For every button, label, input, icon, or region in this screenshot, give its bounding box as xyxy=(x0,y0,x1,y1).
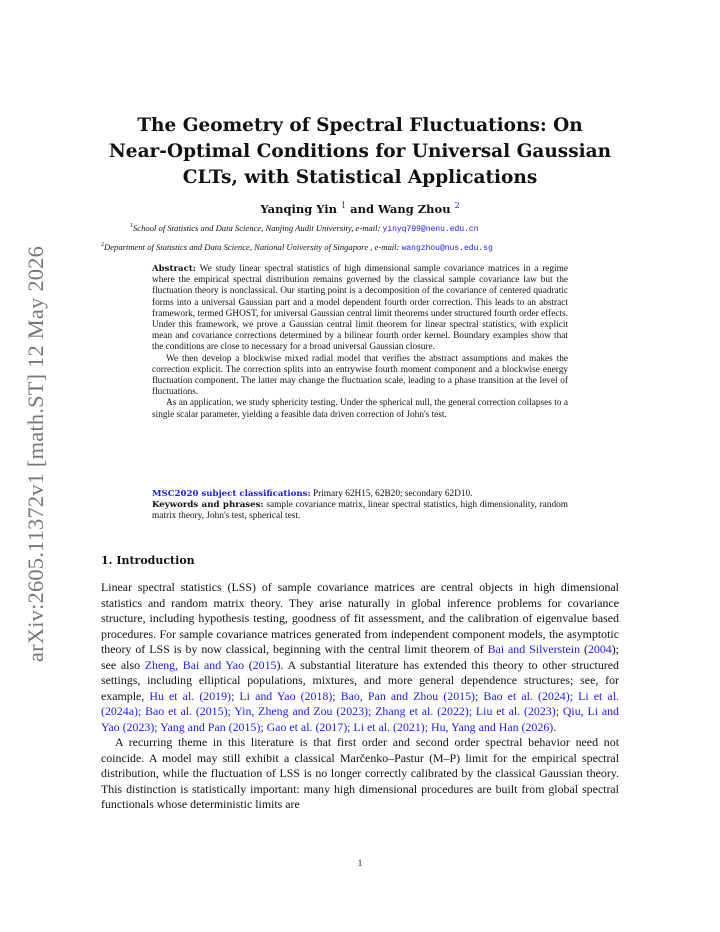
keywords-text: sample covariance matrix, linear spectral statistics, high dimensionality, random matrix theory, John's test, spherical test. xyxy=(152,500,568,522)
arxiv-id-text: arXiv:2605.11372v1 [math.ST] 12 May 2026 xyxy=(23,253,48,662)
body-text xyxy=(101,580,619,813)
citation-link[interactable]: Zheng, Bai and Yao xyxy=(144,657,245,672)
author-conjunction: and xyxy=(350,201,374,216)
citation-link[interactable]: 2015 xyxy=(252,657,277,672)
affiliation-text: School of Statistics and Data Science, Nanjing Audit University, e-mail: xyxy=(133,223,383,233)
arxiv-stamp-svg xyxy=(17,244,51,664)
citation-link[interactable]: Bai and Silverstein xyxy=(487,642,581,656)
email-link[interactable]: yinyq799@nenu.edu.cn xyxy=(382,225,479,234)
paper-title xyxy=(102,113,618,191)
abstract-paragraph xyxy=(152,264,568,354)
abstract-paragraph: As an application, we study sphericity testing. Under the spherical null, the general correction collapses to a single scalar parameter, yielding a feasible data driven correction of John's test. xyxy=(152,398,568,420)
text-run: Linear spectral statistics (LSS) of sample covariance matrices are central objects in high dimensional statistics and random matrix theory. They arise naturally in global inference problems for covariance structure, including hypothesis testing, goodness of fit assessment, and the calibration of eigenvalue based procedures. For sample covariance matrices generated from independent component models, the asymptotic theory of LSS is by now classical, beginning with the central limit theorem of xyxy=(101,580,619,656)
citation-link[interactable]: 2004 xyxy=(587,642,612,656)
section-heading: 1. Introduction xyxy=(101,554,195,567)
keywords-label: Keywords and phrases: xyxy=(152,500,264,511)
author-name: Yanqing Yin xyxy=(260,201,337,216)
abstract-label: Abstract: xyxy=(152,264,196,274)
text-run: . xyxy=(553,719,557,734)
page-number: 1 xyxy=(357,858,363,868)
abstract xyxy=(152,264,568,421)
text-run: ( xyxy=(244,657,253,672)
affiliation-marker-link[interactable]: 1 xyxy=(341,201,347,210)
author-line xyxy=(102,201,618,216)
citation-list-link[interactable]: Hu et al. (2019); Li and Yao (2018); Bao, Pan and Zhou (2015); Bao et al. (2024); Li et al. (2024a); Bao et al. (2015); Yin, Zheng and Zou (2023); Zhang et al. (2022); Liu et al. (2023); Qiu, Li and Yao (2023); Yang and Pan (2015); Gao et al. (2017); Li et al. (2021); Hu, Yang and Han (2026) xyxy=(101,688,619,734)
text-run: ). A substantial literature has extended this theory to other structured settings, including elliptical populations, mixtures, and more general dependence structures; see, for example, xyxy=(101,657,619,703)
body-paragraph xyxy=(101,580,619,735)
body-paragraph: A recurring theme in this literature is that first order and second order spectral behavior need not coincide. A model may still exhibit a classical Marčenko–Pastur (M–P) limit for the empirical spectral distribution, while the fluctuation of LSS is no longer correctly calibrated by the classical Gaussian theory. This distinction is statistically important: many high dimensional procedures are built from global spectral functionals whose deterministic limits are xyxy=(101,735,619,811)
affiliation-number: 1 xyxy=(130,223,133,230)
abstract-text: We study linear spectral statistics of high dimensional sample covariance matrices in a regime where the empirical spectral distribution remains governed by the classical sample covariance law but the fluctuation theory is nonclassical. Our starting point is a decomposition of the covariance of centered quadratic forms into a universal Gaussian part and a model dependent fourth order correction. This leads to an abstract framework, termed GHOST, for universal Gaussian central limit theorems under structured fourth order effects. Under this framework, we prove a Gaussian central limit theorem for linear spectral statistics, with explicit mean and covariance corrections determined by a bilinear fourth order kernel. Boundary examples show that the conditions are close to necessary for a broad universal Gaussian closure. xyxy=(152,264,569,353)
abstract-paragraph: We then develop a blockwise mixed radial model that verifies the abstract assumptions and makes the correction explicit. The correction splits into an entrywise fourth moment component and a blockwise energy fluctuation component. The latter may change the fluctuation scale, leading to a phase transition at the level of fluctuations. xyxy=(152,353,568,398)
author-name: Wang Zhou xyxy=(378,201,451,216)
msc-link[interactable]: MSC2020 subject classifications: xyxy=(152,489,311,499)
title-line-2: Near-Optimal Conditions for Universal Gaussian xyxy=(108,141,612,162)
email-link[interactable]: wangzhou@nus.edu.sg xyxy=(401,244,493,253)
title-line-3: CLTs, with Statistical Applications xyxy=(182,167,538,188)
text-run: ( xyxy=(580,642,588,656)
affiliation-2 xyxy=(101,242,493,253)
affiliation-text: Department of Statistics and Data Science, National University of Singapore , e-mail: xyxy=(104,242,402,252)
affiliation-number: 2 xyxy=(101,242,104,249)
affiliation-marker-link[interactable]: 2 xyxy=(454,201,460,210)
text-run: ); see also xyxy=(101,642,619,672)
classification-block xyxy=(152,489,568,523)
arxiv-identifier-stamp xyxy=(17,244,51,664)
msc-line xyxy=(152,489,568,500)
keywords-line xyxy=(152,500,568,522)
affiliation-1 xyxy=(130,223,479,234)
msc-text: Primary 62H15, 62B20; secondary 62D10. xyxy=(310,489,473,499)
title-line-1: The Geometry of Spectral Fluctuations: On xyxy=(137,115,583,136)
